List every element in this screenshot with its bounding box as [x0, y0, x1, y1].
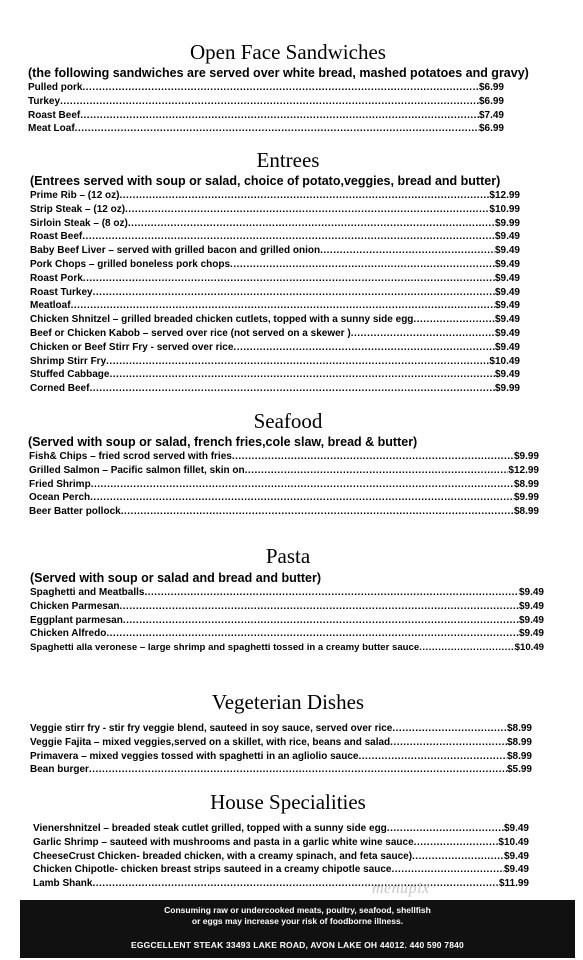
dot-leader: [83, 272, 495, 286]
section-vegeterian-dishes: [28, 692, 548, 777]
restaurant-address: EGGCELLENT STEAK 33493 LAKE ROAD, AVON LAKE OH 44012. 440 590 7840: [130, 940, 464, 950]
item-price: $9.99: [513, 492, 539, 504]
menu-item: [30, 368, 520, 382]
item-name: Stuffed Cabbage: [30, 369, 110, 381]
menu-list: [33, 822, 529, 891]
item-name: Spaghetti and Meatballs: [30, 587, 145, 598]
section-pasta: [28, 546, 548, 655]
item-price: $9.49: [494, 369, 520, 381]
item-name: Strip Steak – (12 oz): [30, 203, 126, 215]
item-price: $9.49: [518, 628, 544, 640]
item-name: Pork Chops – grilled boneless pork chops: [30, 258, 231, 270]
item-price: $8.99: [506, 723, 532, 734]
dot-leader: [320, 244, 495, 258]
menu-item: [30, 244, 520, 258]
item-price: $9.49: [494, 245, 520, 257]
item-price: $10.49: [514, 642, 544, 654]
item-name: Grilled Salmon – Pacific salmon fillet, skin on: [29, 464, 245, 476]
item-price: $12.99: [489, 190, 520, 201]
item-price: $9.49: [518, 600, 544, 612]
item-name: Vienershnitzel – breaded steak cutlet grilled, topped with a sunny side egg: [33, 823, 387, 834]
item-name: Chicken Alfredo: [30, 628, 107, 640]
dot-leader: [82, 81, 479, 95]
menu-item: [30, 189, 520, 203]
dot-leader: [358, 750, 507, 764]
menu-item: [28, 109, 504, 123]
dot-leader: [413, 313, 495, 327]
dot-leader: [351, 327, 495, 341]
menu-item: [33, 836, 529, 850]
dot-leader: [232, 450, 514, 464]
item-price: $9.49: [518, 587, 544, 598]
warning-line: or eggs may increase your risk of foodborne illness.: [191, 916, 404, 926]
item-price: $6.99: [478, 82, 504, 93]
dot-leader: [106, 627, 519, 641]
dot-leader: [390, 736, 507, 750]
section-subtitle: (Served with soup or salad and bread and butter): [30, 571, 322, 585]
dot-leader: [92, 877, 498, 891]
dot-leader: [412, 850, 504, 864]
dot-leader: [120, 600, 519, 614]
item-name: Chicken Shnitzel – grilled breaded chicken cutlets, topped with a sunny side egg: [30, 314, 414, 326]
dot-leader: [91, 478, 514, 492]
item-price: $9.99: [494, 383, 520, 395]
item-price: $8.99: [506, 736, 532, 748]
item-name: Prime Rib – (12 oz): [30, 190, 120, 201]
item-price: $9.99: [494, 217, 520, 229]
dot-leader: [387, 822, 504, 836]
section-title: Vegeterian Dishes: [211, 690, 365, 714]
dot-leader: [89, 763, 507, 777]
menu-list: [30, 189, 520, 396]
section-title: Seafood: [253, 409, 323, 433]
item-name: Sirloin Steak – (8 oz): [30, 217, 128, 229]
item-price: $9.49: [503, 823, 529, 834]
item-price: $9.49: [494, 327, 520, 339]
item-name: Veggie Fajita – mixed veggies,served on a skillet, with rice, beans and salad: [30, 736, 391, 748]
dot-leader: [144, 586, 519, 600]
dot-leader: [119, 189, 489, 203]
menu-item: [33, 877, 529, 891]
item-price: $9.49: [494, 300, 520, 312]
menu-item: [30, 722, 532, 736]
item-name: Beef or Chicken Kabob – served over rice (not served on a skewer ): [30, 327, 351, 339]
item-name: Fried Shrimp: [29, 478, 91, 490]
menu-item: [30, 382, 520, 396]
menu-item: [29, 478, 539, 492]
menu-item: [30, 313, 520, 327]
item-name: Meatloaf: [30, 300, 71, 312]
dot-leader: [82, 230, 495, 244]
menu-item: [30, 272, 520, 286]
dot-leader: [106, 355, 489, 369]
menu-item: [30, 600, 544, 614]
footer-banner: [20, 900, 575, 958]
menu-item: [33, 850, 529, 864]
item-name: Veggie stirr fry - stir fry veggie blend, sauteed in soy sauce, served over rice: [30, 723, 393, 734]
section-open-face-sandwiches: [28, 42, 548, 136]
item-price: $9.49: [503, 864, 529, 876]
dot-leader: [89, 382, 495, 396]
item-name: Spaghetti alla veronese – large shrimp and spaghetti tossed in a creamy butter sauce: [30, 642, 420, 654]
item-name: Ocean Perch: [29, 492, 91, 504]
section-title: Open Face Sandwiches: [190, 40, 386, 64]
dot-leader: [245, 464, 509, 478]
item-name: Fish& Chips – fried scrod served with fries: [29, 451, 232, 462]
dot-leader: [230, 258, 495, 272]
dot-leader: [75, 122, 479, 136]
section-seafood: [28, 411, 548, 519]
item-price: $9.49: [494, 341, 520, 353]
section-title: Pasta: [265, 544, 311, 568]
item-name: CheeseCrust Chicken- breaded chicken, with a creamy spinach, and feta sauce): [33, 850, 413, 862]
menu-item: [29, 450, 539, 464]
dot-leader: [392, 722, 507, 736]
section-title: Entrees: [256, 148, 320, 172]
item-price: $9.49: [494, 272, 520, 284]
menu-item: [30, 355, 520, 369]
menu-item: [30, 763, 532, 777]
item-price: $10.49: [489, 355, 520, 367]
section-subtitle: (Served with soup or salad, french fries,cole slaw, bread & butter): [28, 435, 418, 449]
dot-leader: [90, 491, 514, 505]
menu-item: [33, 822, 529, 836]
section-subtitle: (Entrees served with soup or salad, choice of potato,veggies, bread and butter): [30, 174, 501, 188]
item-price: $9.49: [494, 231, 520, 243]
menu-item: [30, 641, 544, 655]
menu-item: [30, 299, 520, 313]
item-price: $12.99: [508, 464, 539, 476]
item-name: Meat Loaf: [28, 123, 75, 135]
item-name: Turkey: [28, 95, 61, 107]
item-name: Primavera – mixed veggies tossed with spaghetti in an agliolio sauce: [30, 750, 359, 762]
menu-item: [30, 327, 520, 341]
item-name: Lamb Shank: [33, 878, 93, 890]
item-price: $10.99: [489, 203, 520, 215]
dot-leader: [128, 217, 495, 231]
dot-leader: [125, 203, 489, 217]
menu-item: [29, 505, 539, 519]
menu-item: [30, 217, 520, 231]
item-name: Chicken or Beef Stirr Fry - served over rice: [30, 341, 234, 353]
item-name: Beer Batter pollock: [29, 506, 121, 518]
item-name: Garlic Shrimp – sauteed with mushrooms and pasta in a garlic white wine sauce: [33, 836, 414, 848]
menu-list: [30, 586, 544, 655]
menu-item: [30, 586, 544, 600]
item-price: $8.99: [513, 506, 539, 518]
item-name: Roast Beef: [28, 109, 81, 121]
menu-item: [29, 491, 539, 505]
dot-leader: [80, 109, 479, 123]
section-house-specialities: [28, 792, 548, 891]
menu-item: [28, 81, 504, 95]
menu-item: [30, 341, 520, 355]
item-price: $9.49: [518, 614, 544, 626]
item-name: Eggplant parmesan: [30, 614, 123, 626]
menu-item: [30, 627, 544, 641]
item-price: $9.49: [503, 850, 529, 862]
item-name: Bean burger: [30, 764, 89, 776]
menu-item: [30, 258, 520, 272]
item-name: Chicken Parmesan: [30, 600, 120, 612]
menu-item: [33, 863, 529, 877]
item-price: $9.49: [494, 314, 520, 326]
dot-leader: [109, 368, 495, 382]
dot-leader: [419, 641, 514, 655]
item-name: Shrimp Stirr Fry: [30, 355, 107, 367]
item-name: Roast Turkey: [30, 286, 93, 298]
menu-list: [29, 450, 539, 519]
food-safety-warning: [20, 900, 575, 927]
item-price: $7.49: [478, 109, 504, 121]
menu-item: [29, 464, 539, 478]
dot-leader: [71, 299, 495, 313]
item-price: $6.99: [478, 95, 504, 107]
section-entrees: [28, 150, 548, 396]
item-price: $10.49: [498, 836, 529, 848]
item-name: Baby Beef Liver – served with grilled bacon and grilled onion: [30, 245, 321, 257]
item-price: $6.99: [478, 123, 504, 135]
menu-item: [30, 230, 520, 244]
dot-leader: [93, 286, 495, 300]
item-price: $8.99: [513, 478, 539, 490]
menu-item: [30, 736, 532, 750]
menu-list: [30, 722, 532, 777]
watermark: menupix: [372, 880, 430, 897]
dot-leader: [414, 836, 499, 850]
dot-leader: [123, 614, 519, 628]
menu-item: [28, 95, 504, 109]
warning-line: Consuming raw or undercooked meats, poultry, seafood, shellfish: [164, 905, 431, 915]
dot-leader: [60, 95, 479, 109]
menu-item: [30, 614, 544, 628]
menu-item: [30, 750, 532, 764]
item-name: Pulled pork: [28, 82, 83, 93]
section-subtitle: (the following sandwiches are served over white bread, mashed potatoes and gravy): [28, 66, 529, 80]
menu-item: [28, 122, 504, 136]
item-name: Roast Beef: [30, 231, 83, 243]
menu-item: [30, 286, 520, 300]
item-price: $9.49: [494, 258, 520, 270]
menu-list: [28, 81, 504, 136]
item-name: Roast Pork: [30, 272, 83, 284]
item-name: Corned Beef: [30, 383, 90, 395]
item-price: $8.99: [506, 750, 532, 762]
dot-leader: [391, 863, 504, 877]
item-price: $11.99: [498, 878, 529, 890]
dot-leader: [121, 505, 514, 519]
menu-item: [30, 203, 520, 217]
item-price: $9.49: [494, 286, 520, 298]
dot-leader: [233, 341, 495, 355]
item-name: Chicken Chipotle- chicken breast strips sauteed in a creamy chipotle sauce: [33, 864, 392, 876]
section-title: House Specialities: [210, 790, 366, 814]
item-price: $9.99: [513, 451, 539, 462]
item-price: $5.99: [506, 764, 532, 776]
